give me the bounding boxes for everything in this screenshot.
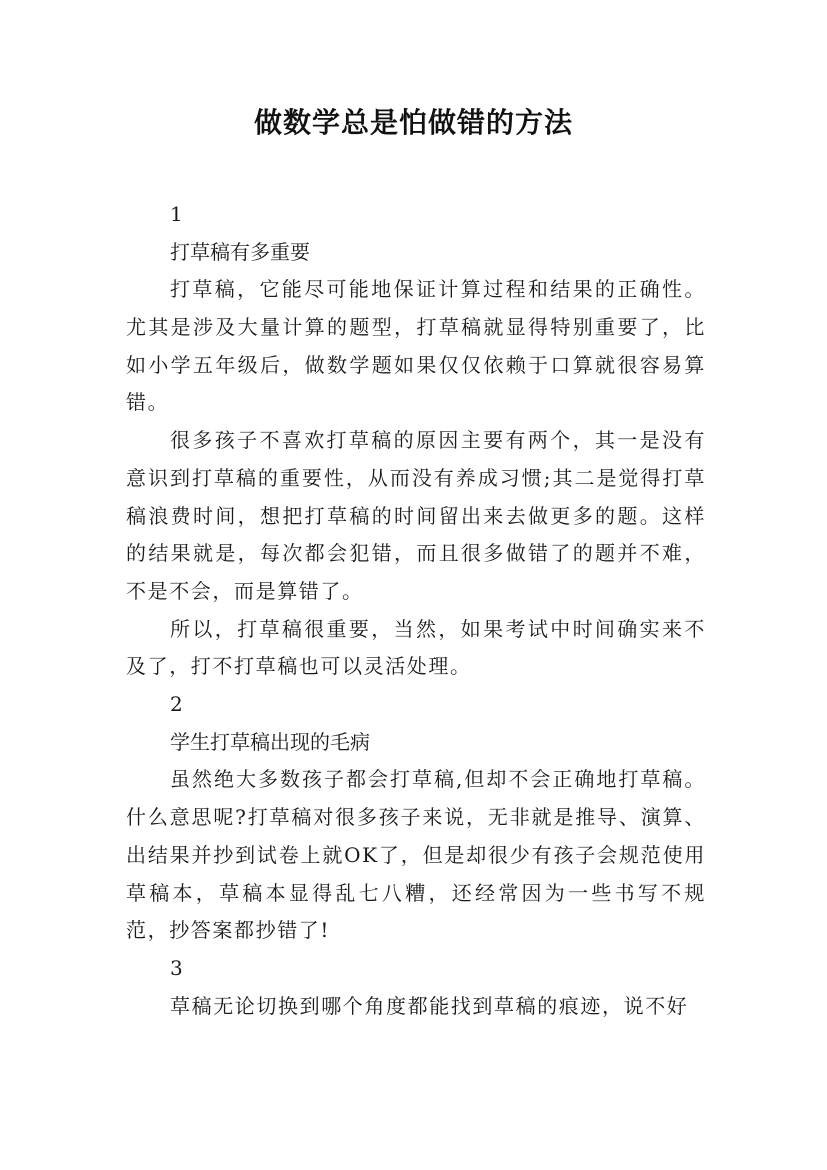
section-number: 3 [170,956,183,980]
paragraph: 所以，打草稿很重要，当然，如果考试中时间确实来不及了，打不打草稿也可以灵活处理。 [126,616,706,679]
paragraph: 草稿无论切换到哪个角度都能找到草稿的痕迹，说不好 [170,993,689,1018]
document-title: 做数学总是怕做错的方法 [253,106,573,139]
paragraph: 虽然绝大多数孩子都会打草稿,但却不会正确地打草稿。什么意思呢?打草稿对很多孩子来说，无非就是推导、演算、出结果并抄到试卷上就OK了，但是却很少有孩子会规范使用草稿本，草稿本显得乱七八糟，还经常因为一些书写不规范，抄答案都抄错了! [126,767,706,943]
section-heading: 打草稿有多重要 [170,239,310,264]
paragraph: 很多孩子不喜欢打草稿的原因主要有两个，其一是没有意识到打草稿的重要性，从而没有养成习惯;其二是觉得打草稿浪费时间，想把打草稿的时间留出来去做更多的题。这样的结果就是，每次都会犯错，而且很多做错了的题并不难，不是不会，而是算错了。 [126,428,706,603]
document-body [126,196,706,1025]
section-heading: 学生打草稿出现的毛病 [170,729,370,754]
section-number: 2 [170,692,183,717]
section-number: 1 [170,202,183,226]
paragraph: 打草稿，它能尽可能地保证计算过程和结果的正确性。尤其是涉及大量计算的题型，打草稿就显得特别重要了，比如小学五年级后，做数学题如果仅仅依赖于口算就很容易算错。 [126,277,706,415]
